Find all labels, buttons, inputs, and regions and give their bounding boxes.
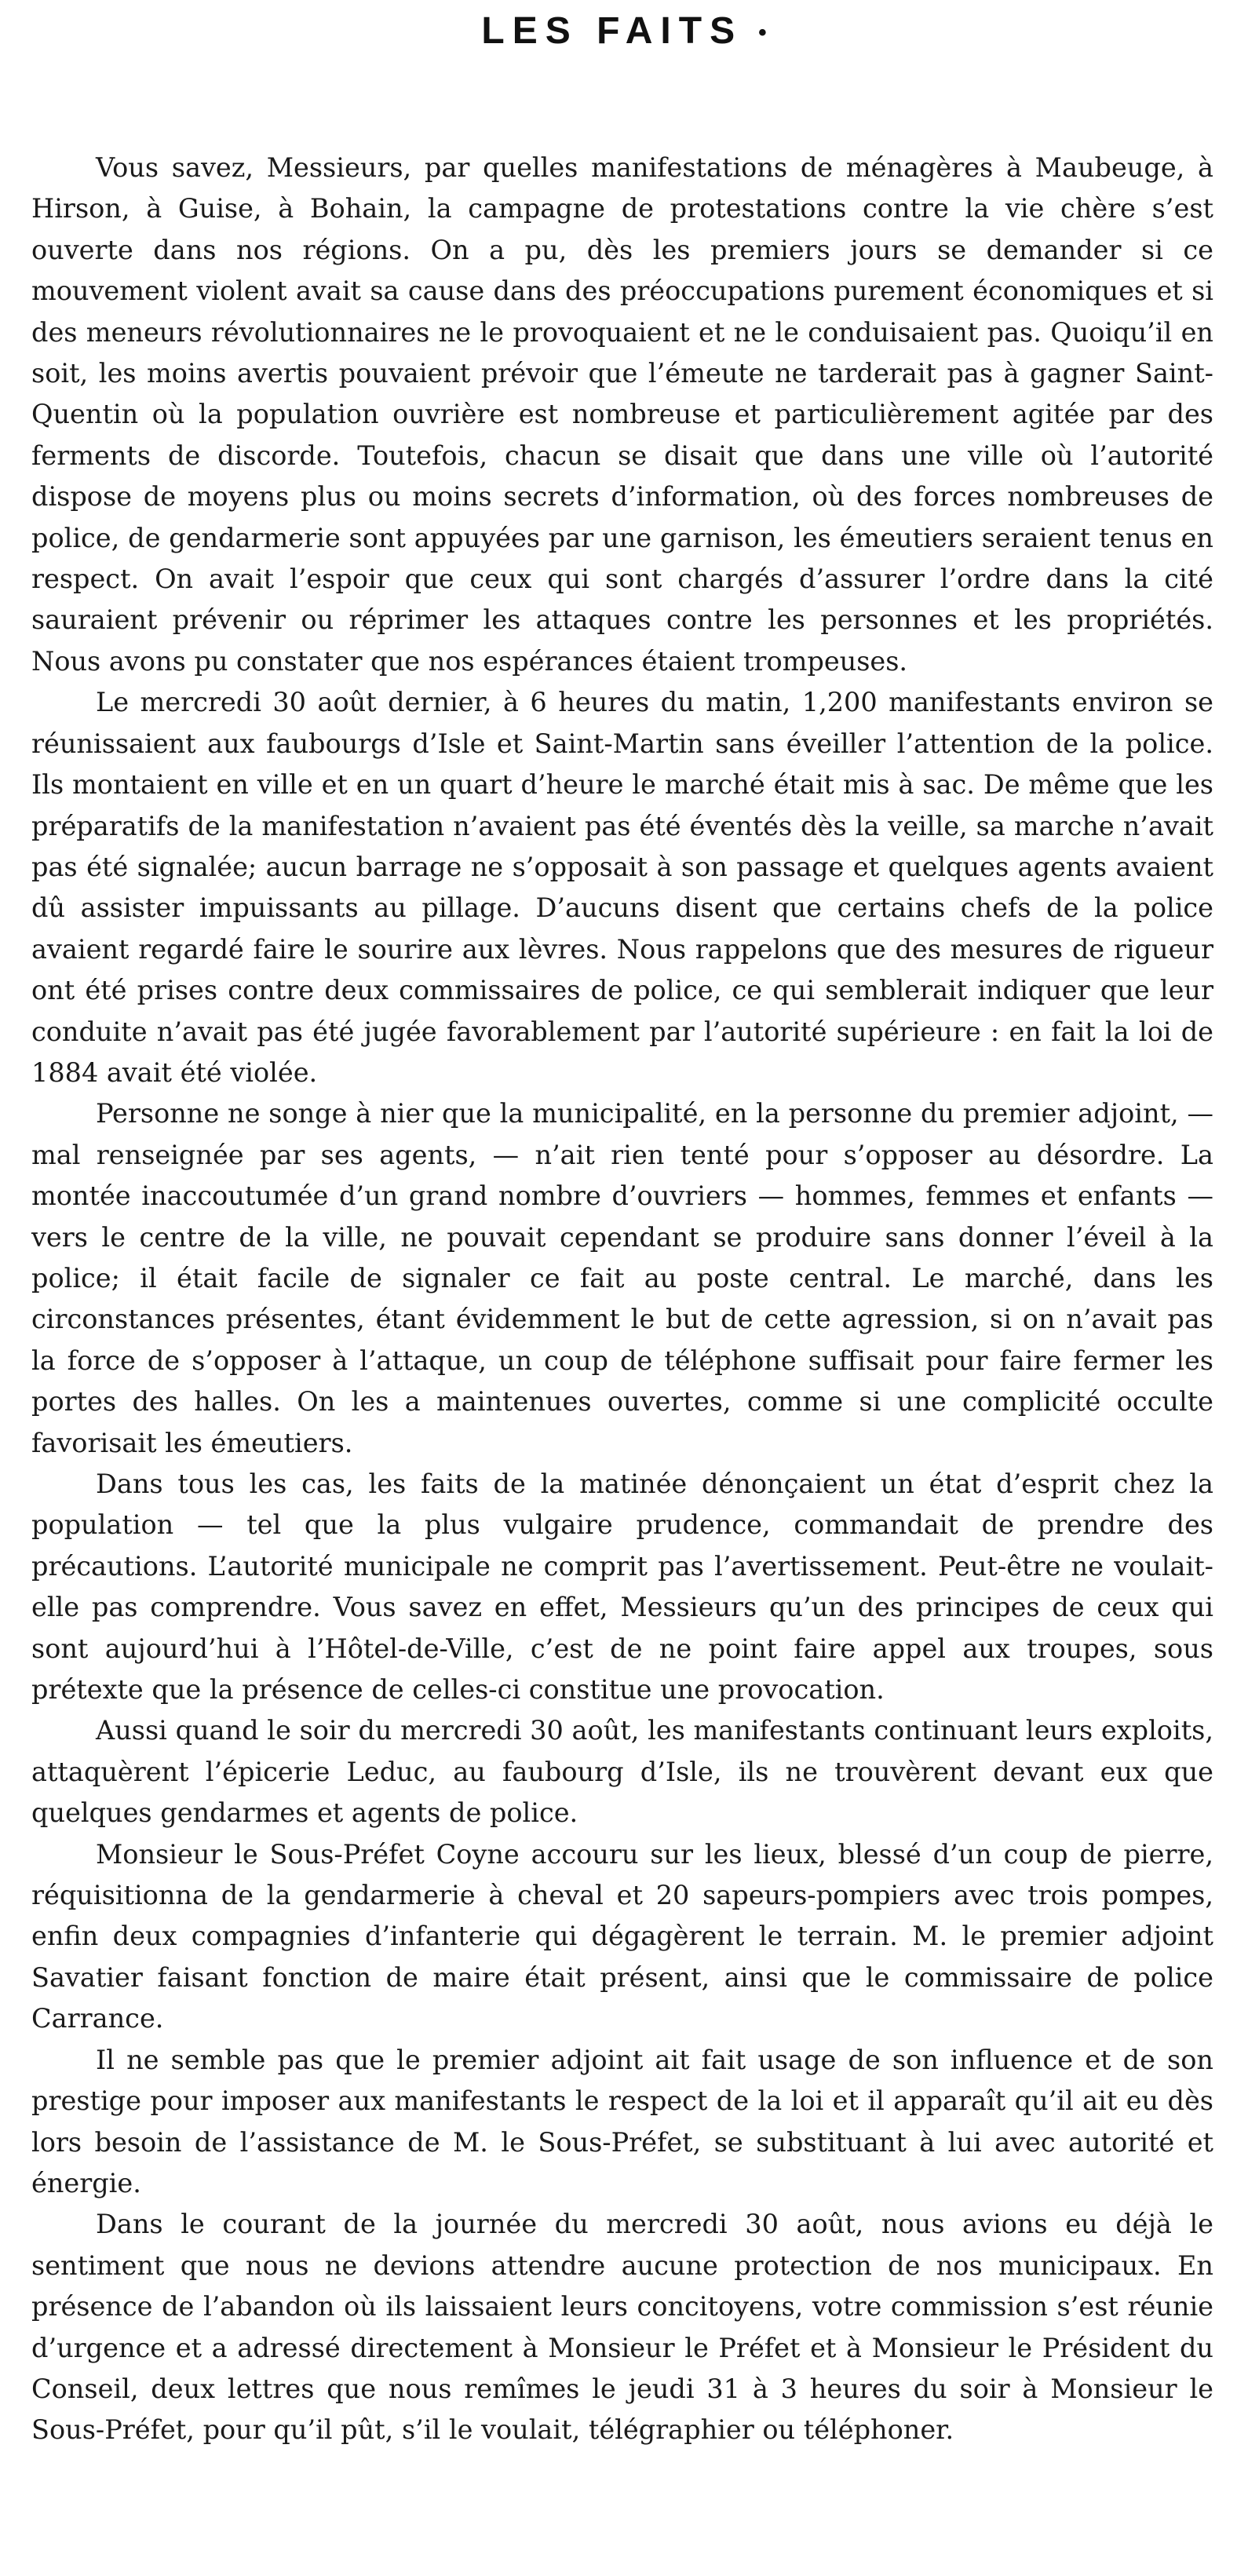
paragraph-5: Aussi quand le soir du mercredi 30 août, les manifestants continuant leurs exploits, attaquèrent l’épicerie Leduc, au faubourg d’Isle, ils ne trouvèrent devant eux que quelques gendarmes et agents de police. (31, 1715, 1213, 1829)
paragraph-8: Dans le courant de la journée du mercredi 30 août, nous avions eu déjà le sentiment que nous ne devions attendre aucune protection de nos municipaux. En présence de l’abandon où ils laissaient leurs concitoyens, votre commission s’est réunie d’urgence et a adressé directement à Monsieur le Préfet et à Monsieur le Président du Conseil, deux lettres que nous remîmes le jeudi 31 à 3 heures du soir à Monsieur le Sous-Préfet, pour qu’il pût, s’il le voulait, télégraphier ou téléphoner. (31, 2209, 1213, 2446)
paragraph-6: Monsieur le Sous-Préfet Coyne accouru sur les lieux, blessé d’un coup de pierre, réquisitionna de la gendarmerie à cheval et 20 sapeurs-pompiers avec trois pompes, enfin deux compagnies d’infanterie qui dégagèrent le terrain. M. le premier adjoint Savatier faisant fonction de maire était présent, ainsi que le commissaire de police Carrance. (31, 1838, 1213, 2034)
page-title (0, 6, 1248, 58)
title-text: LES FAITS (481, 10, 743, 52)
document-body (31, 148, 1213, 2451)
paragraph-4: Dans tous les cas, les faits de la matinée dénonçaient un état d’esprit chez la population — tel que la plus vulgaire prudence, commandait de prendre des précautions. L’autorité municipale ne comprit pas l’avertissement. Peut-être ne voulait-elle pas comprendre. Vous savez en effet, Messieurs qu’un des principes de ceux qui sont aujourd’hui à l’Hôtel-de-Ville, c’est de ne point faire appel aux troupes, sous prétexte que la présence de celles-ci constitue une provocation. (31, 1469, 1213, 1706)
paragraph-3: Personne ne songe à nier que la municipalité, en la personne du premier adjoint, — mal renseignée par ses agents, — n’ait rien tenté pour s’opposer au désordre. La montée inaccoutumée d’un grand nombre d’ouvriers — hommes, femmes et enfants — vers le centre de la ville, ne pouvait cependant se produire sans donner l’éveil à la police; il était facile de signaler ce fait au poste central. Le marché, dans les circonstances présentes, étant évidemment le but de cette agression, si on n’avait pas la force de s’opposer à l’attaque, un coup de téléphone suffisait pour faire fermer les portes des halles. On les a maintenues ouvertes, comme si une complicité occulte favorisait les émeutiers. (31, 1098, 1213, 1458)
paragraph-1: Vous savez, Messieurs, par quelles manifestations de ménagères à Maubeuge, à Hirson, à Guise, à Bohain, la campagne de protestations contre la vie chère s’est ouverte dans nos régions. On a pu, dès les premiers jours se demander si ce mouvement violent avait sa cause dans des préoccupations purement économiques et si des meneurs révolutionnaires ne le provoquaient et ne le conduisaient pas. Quoiqu’il en soit, les moins avertis pouvaient prévoir que l’émeute ne tarderait pas à gagner Saint-Quentin où la population ouvrière est nombreuse et particulièrement agitée par des ferments de discorde. Toutefois, chacun se disait que dans une ville où l’autorité dispose de moyens plus ou moins secrets d’information, où des forces nombreuses de police, de gendarmerie sont appuyées par une garnison, les émeutiers seraient tenus en respect. On avait l’espoir que ceux qui sont chargés d’assurer l’ordre dans la cité sauraient prévenir ou réprimer les attaques contre les personnes et les propriétés. Nous avons pu constater que nos espérances étaient trompeuses. (31, 152, 1213, 677)
title-dot: • (758, 20, 767, 46)
paragraph-2: Le mercredi 30 août dernier, à 6 heures du matin, 1,200 manifestants environ se réunissaient aux faubourgs d’Isle et Saint-Martin sans éveiller l’attention de la police. Ils montaient en ville et en un quart d’heure le marché était mis à sac. De même que les préparatifs de la manifestation n’avaient pas été éventés dès la veille, sa marche n’avait pas été signalée; aucun barrage ne s’opposait à son passage et quelques agents avaient dû assister impuissants au pillage. D’aucuns disent que certains chefs de la police avaient regardé faire le sourire aux lèvres. Nous rappelons que des mesures de rigueur ont été prises contre deux commissaires de police, ce qui semblerait indiquer que leur conduite n’avait pas été jugée favorablement par l’autorité supérieure : en fait la loi de 1884 avait été violée. (31, 687, 1213, 1088)
paragraph-7: Il ne semble pas que le premier adjoint ait fait usage de son influence et de son prestige pour imposer aux manifestants le respect de la loi et il apparaît qu’il ait eu dès lors besoin de l’assistance de M. le Sous-Préfet, se substituant à lui avec autorité et énergie. (31, 2044, 1213, 2198)
